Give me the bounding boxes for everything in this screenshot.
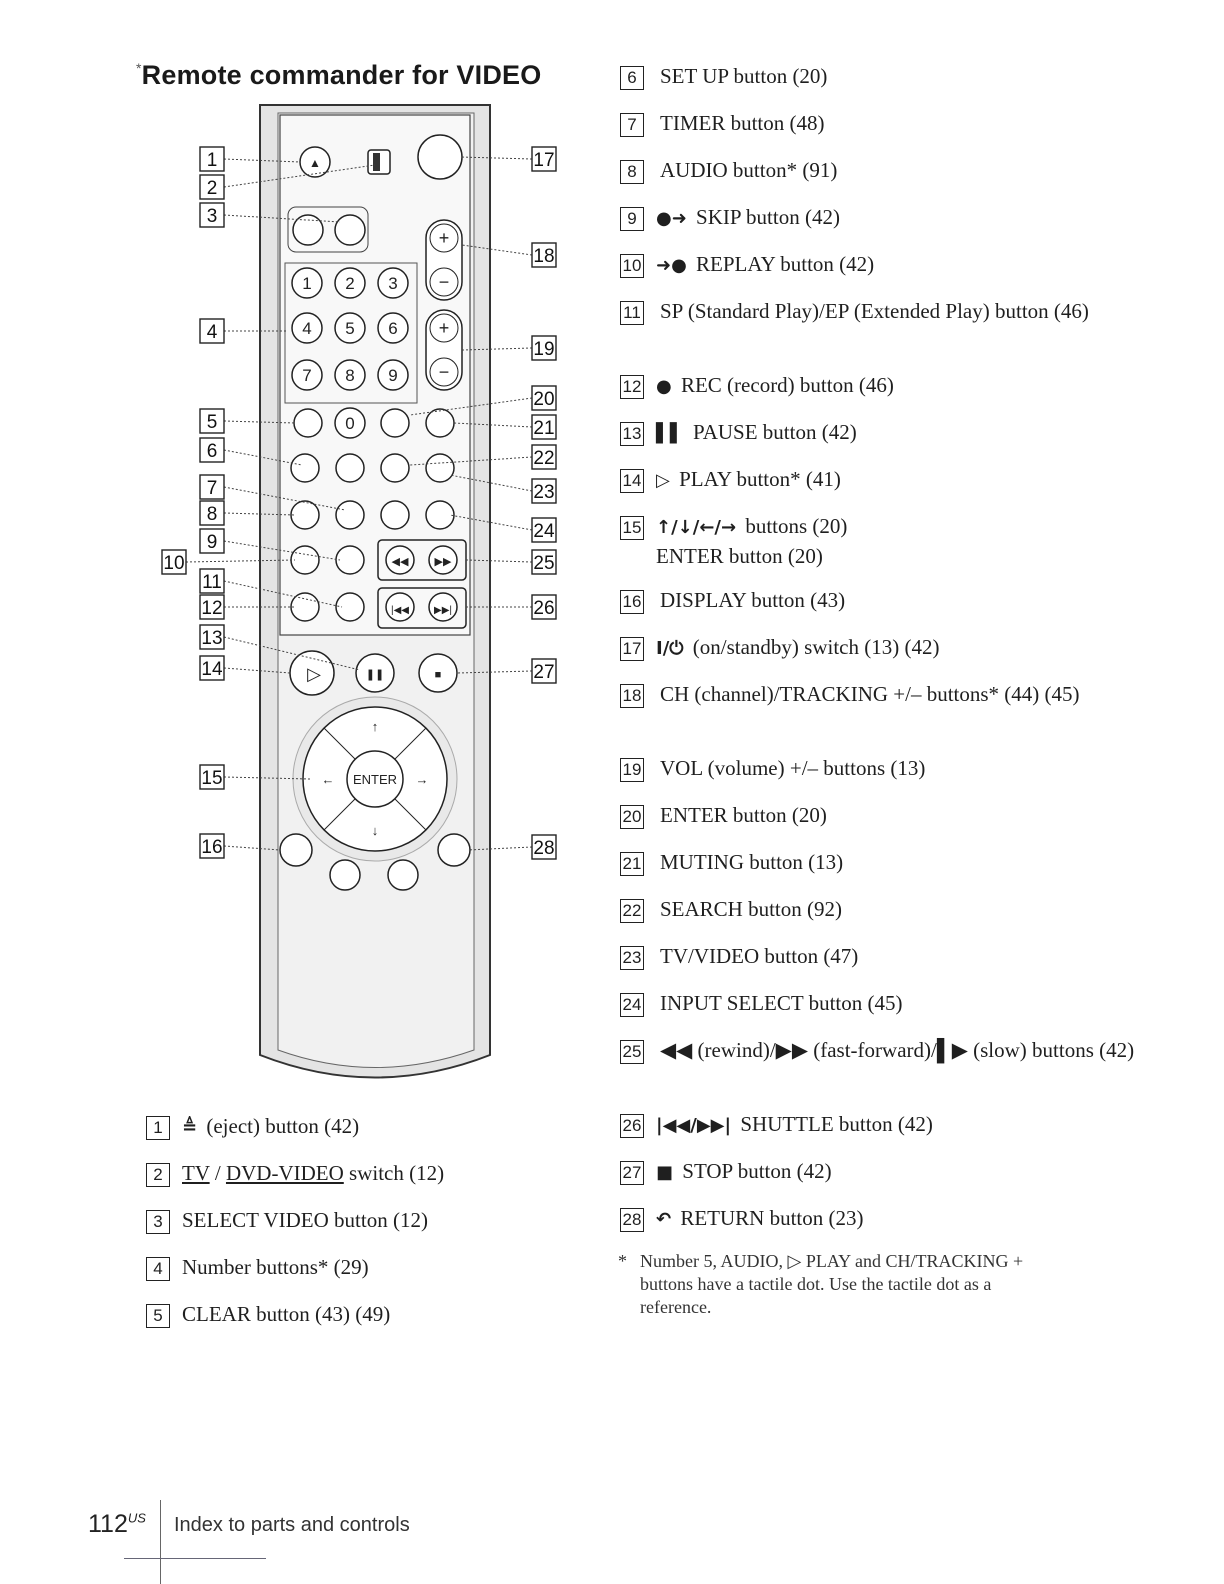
callout-number: 25: [533, 553, 555, 574]
page-number: [88, 1510, 146, 1539]
item-text: REPLAY button (42): [696, 252, 875, 276]
item-sep: /: [209, 1161, 226, 1185]
list-item: [620, 465, 1180, 512]
remote-button: [291, 546, 319, 574]
callout-number: 13: [201, 628, 223, 649]
callout-number: 17: [533, 150, 555, 171]
item-number: 3: [146, 1210, 170, 1234]
remote-button: [381, 409, 409, 437]
item-text: SET UP button (20): [660, 64, 828, 88]
item-text: (eject) button (42): [206, 1114, 360, 1138]
list-item: [146, 1206, 586, 1253]
item-number: 10: [620, 254, 644, 278]
item-number: 7: [620, 113, 644, 137]
power-button: [418, 135, 462, 179]
item-text: SKIP button (42): [696, 205, 840, 229]
item-number: 21: [620, 852, 644, 876]
item-text: TV/VIDEO button (47): [660, 944, 859, 968]
item-number: 23: [620, 946, 644, 970]
item-text: (on/standby) switch (13) (42): [692, 635, 940, 659]
item-number: 9: [620, 207, 644, 231]
section-title: Index to parts and controls: [174, 1514, 410, 1536]
list-item: [146, 1159, 586, 1206]
callout-number: 9: [206, 532, 218, 553]
item-number: 1: [146, 1116, 170, 1140]
svg-text:▲: ▲: [309, 156, 321, 170]
list-item: [620, 156, 1180, 203]
page-number-value: 112: [88, 1510, 128, 1538]
list-item: [146, 1253, 586, 1300]
item-number: 8: [620, 160, 644, 184]
number-key-label: 0: [345, 414, 355, 433]
callout-number: 18: [533, 246, 555, 267]
callout-number: 3: [206, 206, 218, 227]
item-text: ◀◀ (rewind)/▶▶ (fast-forward)/▌▶ (slow) buttons (42): [660, 1038, 1135, 1062]
callout-number: 14: [201, 659, 223, 680]
item-number: 6: [620, 66, 644, 90]
number-key-label: 9: [388, 366, 398, 385]
item-text: AUDIO button* (91): [660, 158, 838, 182]
callout-number: 5: [206, 412, 218, 433]
list-item: [620, 250, 1180, 297]
svg-text:◀◀: ◀◀: [391, 556, 409, 568]
remote-button: [336, 546, 364, 574]
callout-number: 15: [201, 768, 223, 789]
item-text-line2: ENTER button (20): [656, 544, 823, 568]
item-text: INPUT SELECT button (45): [660, 991, 903, 1015]
footer-divider: [160, 1500, 161, 1584]
item-number: 12: [620, 375, 644, 399]
remote-button: [381, 501, 409, 529]
item-text: PLAY button* (41): [679, 467, 841, 491]
callout-number: 8: [206, 504, 218, 525]
control-icon: ➜●: [656, 255, 687, 276]
item-number: 5: [146, 1304, 170, 1328]
item-text: SP (Standard Play)/EP (Extended Play) button (46): [660, 299, 1089, 323]
list-item: [620, 754, 1180, 801]
list-item: [620, 801, 1180, 848]
item-number: 2: [146, 1163, 170, 1187]
svg-text:→: →: [415, 772, 429, 787]
number-key-label: 5: [345, 319, 355, 338]
item-number: 13: [620, 422, 644, 446]
item-text: SELECT VIDEO button (12): [182, 1208, 428, 1232]
control-icon: ▷: [656, 470, 670, 491]
list-item: [620, 1157, 1180, 1204]
enter-label: ENTER: [352, 772, 398, 787]
callout-number: 7: [206, 478, 218, 499]
remote-button: [336, 501, 364, 529]
item-number: 25: [620, 1040, 644, 1064]
control-icon: ■: [656, 1162, 674, 1183]
list-item: [620, 1110, 1180, 1157]
item-text: DISPLAY button (43): [660, 588, 846, 612]
callout-number: 4: [206, 322, 218, 343]
svg-text:↑: ↑: [371, 719, 379, 734]
control-icon: ●: [656, 376, 672, 397]
svg-text:+: +: [438, 228, 450, 248]
list-item: [620, 418, 1180, 465]
remote-button: [426, 501, 454, 529]
item-number: 18: [620, 684, 644, 708]
callout-number: 19: [533, 339, 555, 360]
list-item: [620, 848, 1180, 895]
list-item: [620, 633, 1180, 680]
callout-number: 20: [533, 389, 555, 410]
item-text: PAUSE button (42): [692, 420, 857, 444]
item-number: 14: [620, 469, 644, 493]
callout-number: 26: [533, 598, 555, 619]
number-key-label: 8: [345, 366, 355, 385]
select-video-button: [335, 215, 365, 245]
control-icon: ▌▌: [656, 423, 684, 444]
list-item: [620, 942, 1180, 989]
eject-icon: ≜: [182, 1117, 198, 1138]
svg-text:▷: ▷: [307, 664, 321, 684]
footnote-marker: *: [618, 1251, 627, 1271]
item-text: VOL (volume) +/– buttons (13): [660, 756, 926, 780]
list-item: [620, 1036, 1180, 1110]
remote-button: [294, 409, 322, 437]
svg-text:←: ←: [321, 772, 335, 787]
remote-illustration: [150, 95, 570, 1095]
svg-text:▶▶: ▶▶: [434, 556, 452, 568]
item-text: REC (record) button (46): [680, 373, 894, 397]
heading-title: Remote commander for VIDEO: [141, 60, 542, 90]
item-text: CLEAR button (43) (49): [182, 1302, 391, 1326]
svg-text:+: +: [438, 318, 450, 338]
control-icon: ↑/↓/←/→: [656, 517, 737, 538]
callout-number: 12: [201, 598, 223, 619]
callout-number: 23: [533, 482, 555, 503]
page-heading: [136, 60, 541, 91]
number-key-label: 2: [345, 274, 355, 293]
control-icon: |◀◀/▶▶|: [656, 1115, 732, 1136]
footnote-text: Number 5, AUDIO, ▷ PLAY and CH/TRACKING + buttons have a tactile dot. Use the tactile dot as a reference.: [640, 1251, 1024, 1317]
svg-text:|◀◀: |◀◀: [391, 605, 409, 616]
callout-number: 21: [533, 418, 555, 439]
item-text: MUTING button (13): [660, 850, 844, 874]
item-number: 19: [620, 758, 644, 782]
svg-text:■: ■: [434, 669, 442, 681]
callout-number: 22: [533, 448, 555, 469]
remote-button: [291, 501, 319, 529]
item-number: 24: [620, 993, 644, 1017]
item-number: 15: [620, 516, 644, 540]
remote-button: [336, 454, 364, 482]
list-item: [620, 203, 1180, 250]
item-text: ENTER button (20): [660, 803, 827, 827]
item-text: switch (12): [343, 1161, 445, 1185]
item-text: CH (channel)/TRACKING +/– buttons* (44) (45): [660, 682, 1080, 706]
callout-number: 2: [206, 178, 218, 199]
control-icon: ↶: [656, 1209, 672, 1230]
list-item: [146, 1300, 586, 1347]
heading-marker: *: [136, 60, 142, 76]
item-text: buttons (20): [745, 514, 848, 538]
item-number: 20: [620, 805, 644, 829]
item-dvd: DVD-VIDEO: [225, 1161, 344, 1185]
svg-text:−: −: [438, 362, 450, 382]
list-item: [620, 62, 1180, 109]
item-number: 27: [620, 1161, 644, 1185]
display-button: [280, 834, 312, 866]
callout-number: 10: [163, 553, 185, 574]
item-text: SHUTTLE button (42): [740, 1112, 933, 1136]
svg-text:↓: ↓: [371, 823, 379, 838]
remote-button: [426, 454, 454, 482]
list-item: [620, 989, 1180, 1036]
item-tv: TV: [182, 1161, 210, 1185]
item-text: STOP button (42): [682, 1159, 832, 1183]
control-icon: ●➜: [656, 208, 687, 229]
list-item: [620, 895, 1180, 942]
right-parts-list: [620, 62, 1180, 1251]
return-button: [438, 834, 470, 866]
list-item: [620, 371, 1180, 418]
footnote: [618, 1250, 1048, 1319]
list-item: [620, 512, 1180, 586]
svg-text:▶▶|: ▶▶|: [434, 605, 452, 616]
left-parts-list: [146, 1112, 586, 1347]
item-number: 16: [620, 590, 644, 614]
item-text: SEARCH button (92): [660, 897, 843, 921]
item-text: Number buttons* (29): [182, 1255, 369, 1279]
item-text: RETURN button (23): [680, 1206, 864, 1230]
item-number: 11: [620, 301, 644, 325]
list-item: [146, 1112, 586, 1159]
callout-number: 1: [206, 150, 218, 171]
number-key-label: 4: [302, 319, 312, 338]
number-key-label: 1: [302, 274, 312, 293]
footer-rule: [124, 1558, 266, 1559]
number-key-label: 6: [388, 319, 398, 338]
list-item: [620, 1204, 1180, 1251]
svg-text:−: −: [438, 272, 450, 292]
remote-button: [381, 454, 409, 482]
remote-button: [291, 454, 319, 482]
callout-number: 28: [533, 838, 555, 859]
callout-number: 24: [533, 521, 555, 542]
number-key-label: 3: [388, 274, 398, 293]
control-icon: I/⏻: [656, 638, 684, 659]
callout-number: 27: [533, 662, 555, 683]
callout-number: 11: [202, 572, 222, 593]
callout-number: 16: [201, 837, 223, 858]
svg-text:❚❚: ❚❚: [365, 669, 385, 681]
item-number: 28: [620, 1208, 644, 1232]
callout-number: 6: [206, 441, 218, 462]
list-item: [620, 297, 1180, 371]
item-number: 22: [620, 899, 644, 923]
remote-button: [336, 593, 364, 621]
item-number: 17: [620, 637, 644, 661]
remote-button: [426, 409, 454, 437]
item-number: 4: [146, 1257, 170, 1281]
list-item: [620, 586, 1180, 633]
list-item: [620, 109, 1180, 156]
number-key-label: 7: [302, 366, 312, 385]
item-text: TIMER button (48): [660, 111, 825, 135]
item-number: 26: [620, 1114, 644, 1138]
list-item: [620, 680, 1180, 754]
page-number-suffix: US: [127, 1510, 146, 1526]
